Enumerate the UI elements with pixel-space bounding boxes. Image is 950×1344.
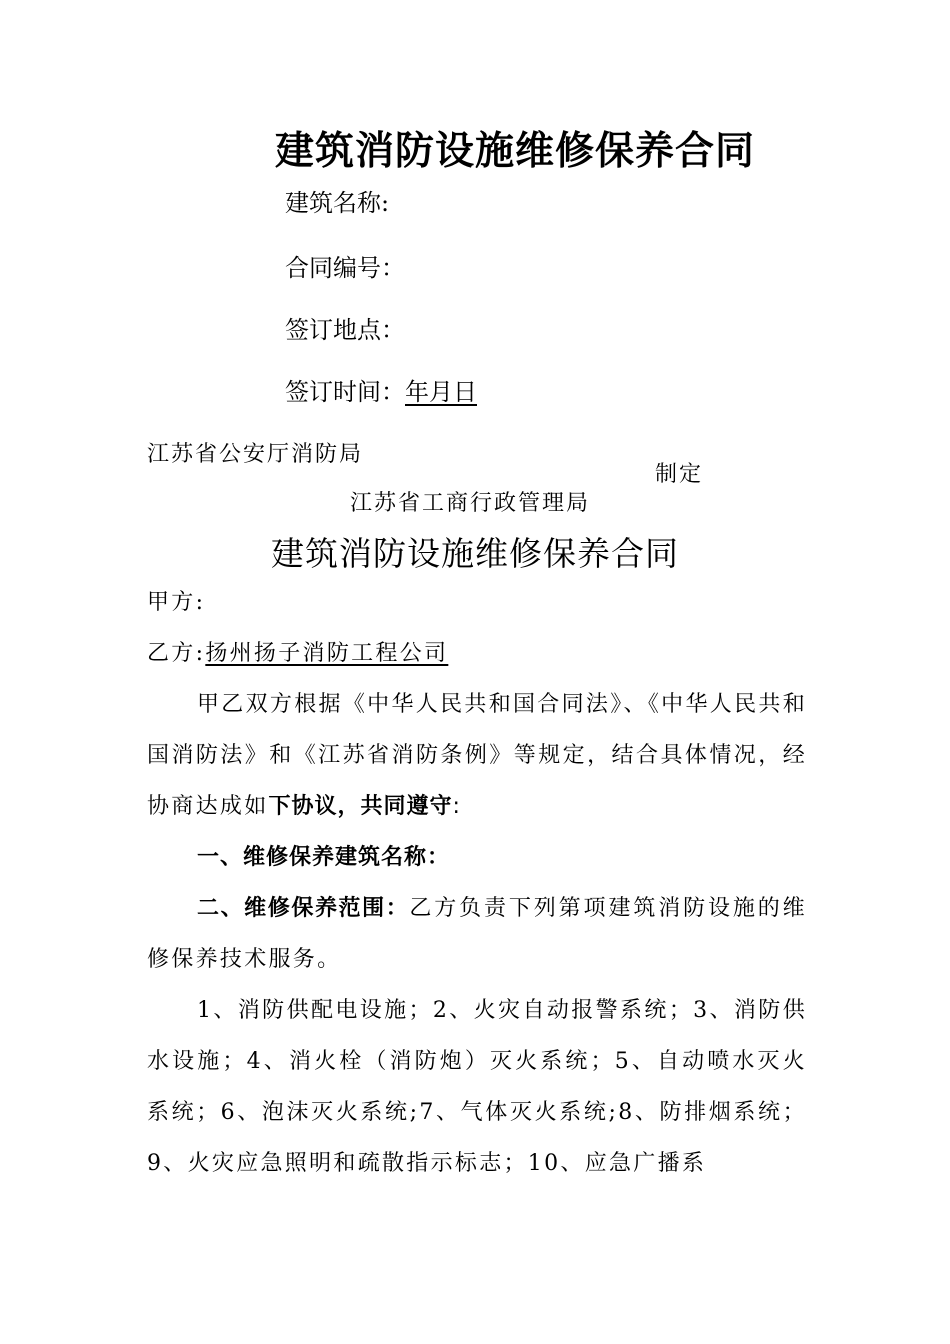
items-text: 1、消防供配电设施；2、火灾自动报警系统；3、消防供水设施；4、消火栓（消防炮）灭火系统；5、自动喷水灭火系统；6、泡沫灭火系统;7、气体灭火系统;8、防排烟系统；9、火灾应急照明和疏散指示标志；10、应急广播系 [147,998,807,1176]
issuer-commerce-bureau: 江苏省工商行政管理局 [350,491,591,516]
section-2 [147,883,807,985]
field-signing-time [285,372,477,407]
field-value: 年月日 [405,378,477,406]
intro-text: 甲乙双方根据《中华人民共和国合同法》、《中华人民共和国消防法》和《江苏省消防条例》等规定，结合具体情况，经协商达成如 [147,692,807,819]
field-label: 签订地点： [285,316,405,344]
field-building-name [285,183,389,218]
items-paragraph [147,985,807,1189]
contract-body [147,577,807,1189]
field-contract-number [285,248,405,283]
field-label: 签订时间： [285,378,405,406]
section-2-heading: 二、维修保养范围： [197,896,410,921]
party-a [147,577,807,628]
section-2-text: 乙方负责下列第项建筑消防设施的维修保养技术服务。 [147,896,807,972]
cover-title: 建筑消防设施维修保养合同 [274,129,755,174]
issuer-fire-bureau: 江苏省公安厅消防局 [147,442,364,467]
issuer-made: 制定 [655,462,704,487]
party-b-value: 扬州扬子消防工程公司 [205,641,449,666]
intro-bold: 下协议，共同遵守 [268,794,453,819]
field-label: 合同编号： [285,254,405,282]
party-b-label: 乙方: [147,641,206,666]
field-label: 建筑名称: [285,189,390,217]
contract-title: 建筑消防设施维修保养合同 [271,534,679,573]
party-a-label: 甲方: [147,590,206,615]
intro-paragraph [147,679,807,832]
party-b [147,628,807,679]
field-signing-place [285,310,405,345]
section-1-heading: 一、维修保养建筑名称： [197,845,451,870]
section-1 [147,832,807,883]
intro-colon: : [452,794,461,819]
